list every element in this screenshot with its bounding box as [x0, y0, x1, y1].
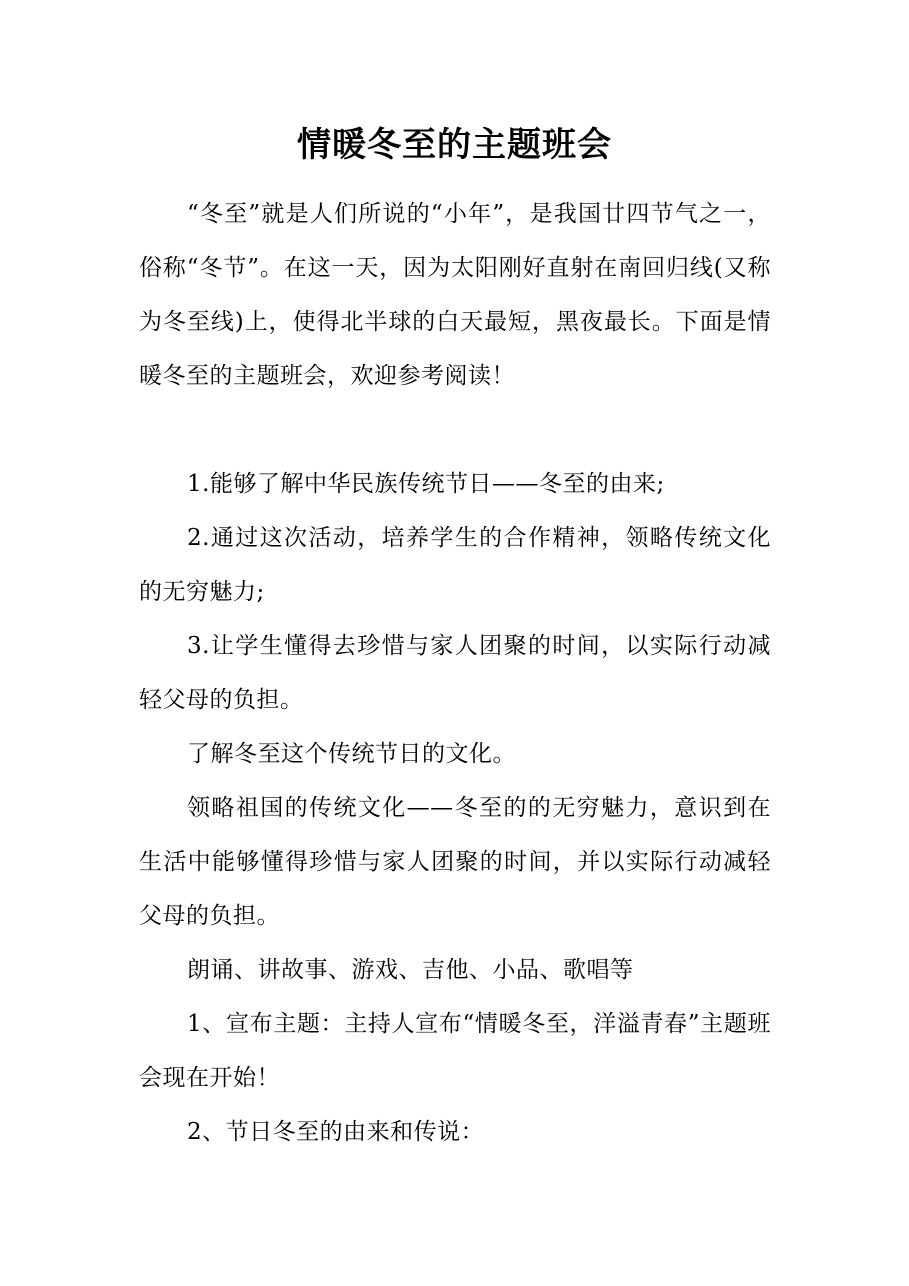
paragraph-step-1: 1、宣布主题：主持人宣布“情暖冬至，洋溢青春”主题班会现在开始！ — [139, 1011, 771, 1091]
paragraph-objective-3: 3.让学生懂得去珍惜与家人团聚的时间，以实际行动减轻父母的负担。 — [139, 633, 771, 713]
paragraph-objective-2: 2.通过这次活动，培养学生的合作精神，领略传统文化的无穷魅力; — [139, 525, 771, 605]
paragraph-objective-1: 1.能够了解中华民族传统节日——冬至的由来; — [187, 471, 665, 497]
paragraph-key-point: 了解冬至这个传统节日的文化。 — [187, 741, 516, 767]
document-body — [139, 187, 771, 1159]
paragraph-forms: 朗诵、讲故事、游戏、吉他、小品、歌唱等 — [187, 957, 634, 983]
paragraph-gap — [139, 403, 771, 457]
document-title: 情暖冬至的主题班会 — [297, 125, 612, 165]
intro-paragraph: “冬至”就是人们所说的“小年”，是我国廿四节气之一，俗称“冬节”。在这一天，因为太阳刚好直射在南回归线(又称为冬至线)上，使得北半球的白天最短，黑夜最长。下面是情暖冬至的主题班会，欢迎参考阅读！ — [139, 201, 771, 389]
paragraph-difficulty: 领略祖国的传统文化——冬至的的无穷魅力，意识到在生活中能够懂得珍惜与家人团聚的时间，并以实际行动减轻父母的负担。 — [139, 795, 771, 929]
paragraph-step-2: 2、节日冬至的由来和传说： — [187, 1119, 485, 1145]
